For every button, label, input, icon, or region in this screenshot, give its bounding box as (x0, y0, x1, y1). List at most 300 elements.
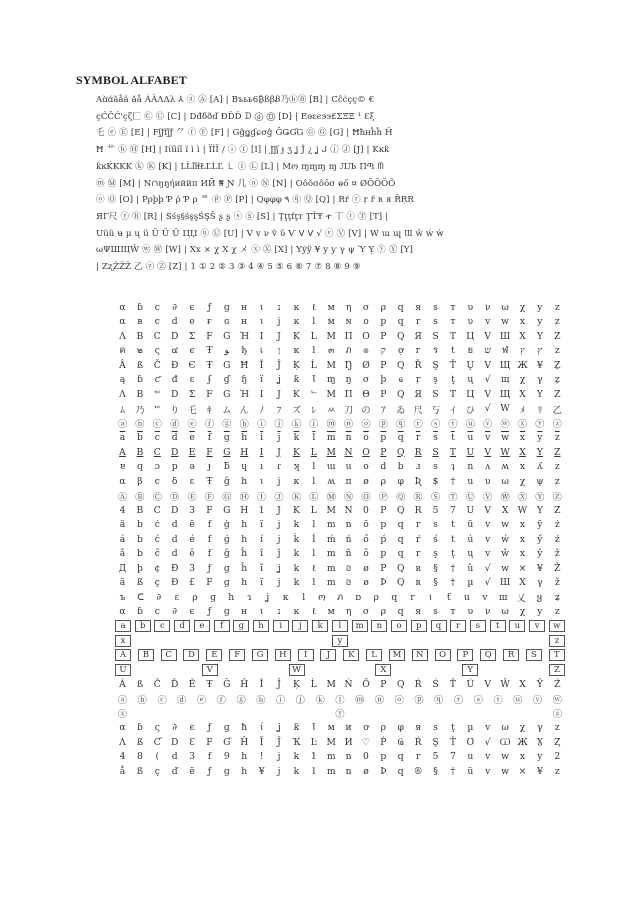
alphabet-glyph: ᑕ (137, 591, 144, 603)
alphabet-glyph: á (119, 533, 126, 545)
alphabet-glyph: H (275, 649, 291, 661)
alphabet-glyph: O (362, 330, 370, 342)
alphabet-glyph: w (549, 620, 565, 632)
alphabet-row (115, 663, 565, 678)
alphabet-glyph: ﾚ (311, 404, 317, 416)
alphabet-glyph: Ш (499, 577, 511, 589)
alphabet-glyph: ς (154, 345, 160, 357)
alphabet-glyph: ⓘ (276, 694, 286, 706)
alphabet-glyph: ρ (380, 722, 387, 734)
alphabet-glyph: p (171, 461, 178, 473)
alphabet-glyph: ⓧ (517, 419, 528, 431)
alphabet-glyph: ค (119, 345, 126, 357)
alphabet-glyph: l (312, 316, 316, 328)
alphabet-glyph: α (119, 722, 126, 734)
alphabet-row (115, 619, 565, 634)
alphabet-glyph: w (501, 751, 510, 763)
alphabet-glyph: r (415, 548, 421, 560)
alphabet-glyph: Q (396, 330, 405, 342)
alphabet-glyph: Σ (188, 330, 196, 342)
alphabet-glyph: j (277, 519, 281, 531)
alphabet-glyph: p (411, 620, 427, 632)
alphabet-row (115, 576, 565, 591)
alphabet-glyph: χ (519, 301, 526, 313)
alphabet-glyph: ⓠ (434, 694, 444, 706)
alphabet-glyph: Ⓟ (378, 491, 388, 503)
alphabet-row (115, 721, 565, 736)
alphabet-glyph: I (259, 446, 264, 458)
alphabet-glyph: Ɩ (311, 374, 316, 386)
alphabet-glyph: x (519, 751, 526, 763)
alphabet-glyph: ⓩ (552, 709, 563, 721)
alphabet-glyph: ₪ (345, 562, 352, 574)
alphabet-glyph: G (223, 330, 231, 342)
alphabet-glyph: Ɩ (311, 722, 316, 734)
alphabet-glyph: $\overline{f}$ (207, 432, 212, 444)
alphabet-glyph: ρ (192, 591, 198, 603)
alphabet-glyph: ⓨ (535, 419, 545, 431)
alphabet-glyph: ⓧ (117, 709, 128, 721)
alphabet-glyph: κ (282, 591, 289, 603)
alphabet-glyph: ẃ (501, 533, 510, 545)
alphabet-glyph: Ⓠ (396, 491, 406, 503)
alphabet-glyph: ﾶ (326, 404, 336, 416)
alphabet-glyph: ʄ (207, 374, 212, 386)
alphabet-glyph: J (277, 330, 281, 342)
alphabet-glyph: ϲ (154, 606, 160, 618)
alphabet-glyph: у (537, 606, 543, 618)
alphabet-glyph: 5 (432, 751, 439, 763)
alphabet-glyph: P (380, 388, 387, 400)
alphabet-glyph: ץ (520, 345, 525, 357)
alphabet-glyph: я (415, 606, 422, 618)
alphabet-glyph: $\overline{c}$ (154, 432, 160, 444)
alphabet-glyph: Q (396, 359, 405, 371)
alphabet-glyph: U (115, 664, 131, 676)
alphabet-row (115, 373, 565, 388)
paragraph-line: ƙĸḰKKK ⓚ Ⓚ [K] | LĹľŀłŁĽĹĽ ㇄ ⓛ Ⓛ [L] | Mო ɱɱɱ ɱ ЛЉ ΠՊ ᗰ (96, 161, 384, 172)
alphabet-glyph: ď (171, 765, 178, 777)
alphabet-glyph: z (554, 765, 560, 777)
alphabet-glyph: ɓ (136, 606, 143, 618)
alphabet-glyph: K (292, 330, 300, 342)
alphabet-glyph: K (292, 504, 300, 516)
alphabet-glyph: D (170, 446, 179, 458)
alphabet-glyph: r (415, 519, 421, 531)
alphabet-glyph: ã (119, 548, 126, 560)
alphabet-glyph: є (189, 345, 195, 357)
alphabet-glyph: v (485, 519, 491, 531)
alphabet-glyph: C (153, 330, 161, 342)
alphabet-glyph: ひ (465, 404, 475, 416)
alphabet-glyph: Z (554, 446, 561, 458)
alphabet-glyph: § (433, 562, 438, 574)
alphabet-glyph: B (136, 504, 144, 516)
alphabet-glyph: j (277, 751, 281, 763)
alphabet-glyph: d (171, 751, 178, 763)
alphabet-glyph: c (154, 620, 170, 632)
alphabet-glyph: Ŕ (414, 678, 422, 690)
alphabet-glyph: 0 (363, 504, 369, 516)
alphabet-glyph: ʝ (277, 562, 281, 574)
alphabet-glyph: ¥ (258, 765, 265, 777)
alphabet-glyph: ĝ (223, 475, 230, 487)
alphabet-glyph: z (549, 635, 565, 647)
alphabet-glyph: σ (362, 301, 370, 313)
alphabet-glyph: ⓐ (117, 694, 128, 706)
alphabet-glyph: ש (484, 345, 491, 357)
alphabet-glyph: đ (171, 374, 178, 386)
alphabet-glyph: Ķ (292, 678, 300, 690)
alphabet-glyph: ź (554, 533, 560, 545)
alphabet-glyph: ḱ (293, 533, 300, 545)
alphabet-glyph: Y (536, 388, 543, 400)
alphabet-glyph: ק (380, 345, 386, 357)
alphabet-glyph: e (194, 620, 210, 632)
alphabet-glyph: é (189, 533, 195, 545)
alphabet-glyph: υ (484, 475, 491, 487)
alphabet-glyph: A (115, 649, 131, 661)
alphabet-glyph: ς (154, 722, 160, 734)
alphabet-glyph: J (277, 446, 281, 458)
alphabet-glyph: W (289, 664, 305, 676)
alphabet-row (115, 764, 565, 779)
alphabet-glyph: 5 (432, 504, 439, 516)
alphabet-glyph: $\overline{q}$ (397, 432, 404, 444)
alphabet-glyph: k (312, 620, 328, 632)
alphabet-row (115, 445, 565, 460)
alphabet-glyph: ı (260, 461, 264, 473)
alphabet-glyph: T (449, 446, 456, 458)
alphabet-glyph: Z (554, 330, 561, 342)
alphabet-glyph: ĺ (312, 533, 316, 545)
alphabet-glyph: ş (433, 374, 438, 386)
alphabet-glyph: Ķ (292, 359, 300, 371)
alphabet-glyph: S (432, 446, 439, 458)
alphabet-glyph: ƒ (207, 562, 212, 574)
alphabet-glyph: Ⓨ (535, 491, 545, 503)
alphabet-glyph: ţ (451, 548, 455, 560)
alphabet-glyph: ɟ (208, 461, 211, 473)
alphabet-glyph: X (519, 388, 526, 400)
alphabet-glyph: h (241, 577, 248, 589)
alphabet-glyph: м (327, 722, 335, 734)
alphabet-glyph: î (260, 548, 264, 560)
alphabet-glyph: ĸ (293, 301, 300, 313)
alphabet-glyph: Я (414, 330, 422, 342)
alphabet-glyph: ӳ (537, 533, 543, 545)
alphabet-glyph: ⓓ (177, 694, 187, 706)
alphabet-glyph: ｱ (381, 404, 386, 416)
alphabet-glyph: j (277, 765, 281, 777)
paragraph-line: Uũü ʉ μ ų ü Ū Ü Ŭ ЦЏ ⓤ Ⓤ [U] | V v ν ṽ ῦ Ѵ ᐯ ᐯ √ ⓥ Ⓥ [V] | W ɯ ɰ Ɯ ŵ ẃ ẁ (96, 228, 444, 239)
alphabet-glyph: n (371, 620, 387, 632)
alphabet-glyph: q (397, 301, 404, 313)
alphabet-glyph: ץ (537, 345, 543, 357)
alphabet-glyph: ß (136, 359, 143, 371)
alphabet-glyph: ภ (345, 345, 352, 357)
alphabet-glyph: Ř (414, 359, 422, 371)
alphabet-glyph: η (345, 301, 352, 313)
alphabet-glyph: ო (318, 591, 326, 603)
alphabet-row (115, 503, 565, 518)
alphabet-glyph: Ŷ (536, 678, 543, 690)
alphabet-glyph: D (170, 504, 179, 516)
alphabet-row (115, 402, 565, 417)
alphabet-glyph: เ (260, 345, 264, 357)
alphabet-glyph: u (463, 591, 470, 603)
alphabet-glyph: 乙 (552, 404, 562, 416)
alphabet-glyph: p (380, 316, 387, 328)
alphabet-glyph: † (450, 765, 456, 777)
alphabet-glyph: z (554, 316, 560, 328)
alphabet-glyph: ђ (241, 345, 248, 357)
alphabet-glyph: Ŕ (414, 736, 422, 748)
alphabet-glyph: ɥ (241, 461, 248, 473)
alphabet-glyph: ʎ (537, 461, 543, 473)
alphabet-glyph: Ή (239, 330, 249, 342)
alphabet-row (115, 735, 565, 750)
alphabet-glyph: M (326, 736, 336, 748)
alphabet-glyph: Ɛ (189, 736, 195, 748)
alphabet-glyph: ĉ (154, 548, 160, 560)
alphabet-glyph: þ (380, 374, 387, 386)
alphabet-glyph: 8 (136, 751, 143, 763)
alphabet-glyph: t (451, 519, 455, 531)
alphabet-glyph: L (310, 446, 317, 458)
alphabet-glyph: н (241, 316, 248, 328)
alphabet-glyph: $\overline{n}$ (345, 432, 352, 444)
alphabet-glyph: W (500, 446, 510, 458)
symbol-paragraph (96, 92, 566, 276)
alphabet-glyph: q (397, 533, 404, 545)
alphabet-glyph: ∂ (156, 591, 162, 603)
alphabet-glyph: Λ (119, 330, 126, 342)
alphabet-glyph: ẕ (554, 374, 560, 386)
alphabet-glyph: ɔ (154, 461, 160, 473)
alphabet-glyph: ß (136, 736, 143, 748)
alphabet-glyph: ⓚ (315, 694, 325, 706)
alphabet-glyph: м (327, 606, 335, 618)
alphabet-glyph: ⓜ (355, 694, 365, 706)
alphabet-glyph: ⓤ (513, 694, 523, 706)
alphabet-glyph: q (397, 751, 404, 763)
alphabet-glyph: m (326, 548, 336, 560)
alphabet-glyph: Ⓕ (204, 491, 215, 503)
alphabet-glyph: § (433, 765, 438, 777)
alphabet-glyph: H (240, 446, 249, 458)
alphabet-glyph: l (312, 548, 316, 560)
alphabet-glyph: ø (363, 475, 369, 487)
alphabet-glyph: ɢ (224, 316, 230, 328)
alphabet-glyph: ร (433, 345, 438, 357)
alphabet-glyph: F (229, 649, 245, 661)
alphabet-glyph: l (332, 620, 348, 632)
alphabet-glyph: E (188, 446, 196, 458)
alphabet-glyph: g (223, 562, 230, 574)
alphabet-glyph: я (415, 301, 422, 313)
alphabet-row (115, 750, 565, 765)
alphabet-glyph: ɓ (136, 722, 143, 734)
alphabet-glyph: V (484, 504, 492, 516)
alphabet-glyph: k (293, 765, 300, 777)
alphabet-glyph: Σ (188, 388, 196, 400)
alphabet-glyph: 7 (449, 504, 456, 516)
alphabet-glyph: ⓩ (552, 419, 562, 431)
alphabet-glyph: Č (153, 678, 161, 690)
alphabet-glyph: F (206, 446, 213, 458)
alphabet-glyph: Ⓥ (483, 491, 493, 503)
alphabet-glyph: ¢ (154, 562, 161, 574)
alphabet-glyph: ⓣ (493, 694, 503, 706)
alphabet-glyph: Ц (466, 388, 475, 400)
alphabet-glyph: Θ (362, 388, 370, 400)
alphabet-glyph: ơ (363, 722, 369, 734)
alphabet-glyph: 1 (258, 504, 265, 516)
alphabet-glyph: G (223, 388, 231, 400)
alphabet-glyph: v (485, 765, 491, 777)
alphabet-glyph: ν (484, 606, 491, 618)
alphabet-glyph: ⓢ (430, 419, 441, 431)
alphabet-glyph: ô (363, 548, 369, 560)
alphabet-glyph: 9 (223, 751, 230, 763)
alphabet-glyph: Ⓓ (170, 491, 180, 503)
alphabet-glyph: K (343, 649, 359, 661)
alphabet-glyph: Ŧ (206, 345, 213, 357)
alphabet-glyph: ⓣ (448, 419, 458, 431)
alphabet-glyph: ⓕ (216, 694, 226, 706)
alphabet-glyph: ɱ (326, 374, 336, 386)
alphabet-glyph: s (470, 620, 486, 632)
alphabet-glyph: ø (363, 765, 369, 777)
alphabet-glyph: ғ (207, 316, 212, 328)
alphabet-glyph: Ⓚ (291, 491, 301, 503)
alphabet-glyph: e (189, 316, 195, 328)
alphabet-row (115, 460, 565, 475)
alphabet-glyph: M (389, 649, 405, 661)
alphabet-glyph: Р (380, 359, 387, 371)
alphabet-glyph: ü (467, 519, 474, 531)
alphabet-glyph: v (482, 591, 488, 603)
alphabet-glyph: ∂ (172, 301, 178, 313)
alphabet-glyph: ÿ (537, 519, 543, 531)
alphabet-glyph: $\overline{l}$ (312, 432, 316, 444)
alphabet-glyph: υ (467, 606, 474, 618)
alphabet-glyph: ġ (223, 519, 230, 531)
alphabet-glyph: ย (467, 345, 473, 357)
alphabet-glyph: q (431, 620, 447, 632)
alphabet-glyph: ᄃ (152, 390, 162, 402)
alphabet-glyph: ɒ (355, 591, 362, 603)
alphabet-glyph: h (253, 620, 269, 632)
alphabet-glyph: υ (467, 301, 474, 313)
alphabet-glyph: Þ (380, 577, 387, 589)
alphabet-glyph: ß (136, 678, 143, 690)
alphabet-glyph: ⓠ (396, 419, 406, 431)
alphabet-glyph: ¥ (536, 765, 543, 777)
alphabet-glyph: Ų (466, 359, 475, 371)
alphabet-glyph: ⓙ (295, 694, 305, 706)
alphabet-glyph: X (519, 577, 526, 589)
alphabet-glyph: L (310, 504, 317, 516)
alphabet-row (115, 590, 565, 605)
alphabet-glyph: ѕ (433, 301, 438, 313)
alphabet-glyph: Ŧ (206, 678, 213, 690)
document-title: SYMBOL ALFABET (76, 73, 187, 87)
alphabet-glyph: √ (484, 577, 491, 589)
alphabet-glyph: u (467, 751, 474, 763)
alphabet-glyph: H (240, 504, 249, 516)
alphabet-glyph: v (485, 548, 491, 560)
alphabet-glyph: ž (554, 548, 560, 560)
alphabet-glyph: ɯ (326, 461, 336, 473)
alphabet-glyph: Ĵ (277, 736, 281, 748)
alphabet-glyph: b (136, 533, 143, 545)
alphabet-glyph: Ī (259, 736, 264, 748)
alphabet-glyph: в (137, 316, 143, 328)
alphabet-glyph: M (326, 388, 336, 400)
alphabet-glyph: P (380, 446, 387, 458)
alphabet-glyph: ʀ (415, 562, 421, 574)
alphabet-glyph: η (345, 606, 352, 618)
alphabet-glyph: u (509, 620, 525, 632)
alphabet-glyph: ʍ (327, 475, 336, 487)
alphabet-glyph: j (292, 620, 308, 632)
alphabet-glyph: X (501, 504, 509, 516)
alphabet-glyph: A (119, 446, 126, 458)
alphabet-glyph: Ť (449, 736, 456, 748)
alphabet-glyph: r (410, 591, 415, 603)
alphabet-glyph: Ĺ (310, 678, 317, 690)
alphabet-glyph: ż (554, 519, 560, 531)
alphabet-glyph: ⓙ (274, 419, 284, 431)
alphabet-glyph: Q (396, 504, 405, 516)
alphabet-glyph: h (241, 533, 248, 545)
alphabet-glyph: E (206, 649, 222, 661)
alphabet-glyph: z (554, 301, 560, 313)
alphabet-glyph: Ŀ (310, 736, 317, 748)
alphabet-glyph: ⓒ (152, 419, 162, 431)
alphabet-glyph: γ (537, 722, 543, 734)
alphabet-glyph: ƙ (293, 722, 300, 734)
alphabet-glyph: ʝ (277, 374, 281, 386)
alphabet-glyph: N (344, 446, 353, 458)
alphabet-glyph: N (344, 504, 353, 516)
alphabet-glyph: Ď (170, 678, 179, 690)
alphabet-glyph: O (362, 446, 370, 458)
alphabet-glyph: Þ (380, 765, 387, 777)
alphabet-glyph: 3 (189, 562, 195, 574)
alphabet-glyph: l (312, 475, 316, 487)
alphabet-glyph: f (207, 519, 212, 531)
alphabet-glyph: Z (549, 664, 565, 676)
alphabet-glyph: у (537, 301, 543, 313)
alphabet-glyph: ι (259, 606, 264, 618)
alphabet-glyph: Ⓑ (135, 491, 145, 503)
alphabet-glyph: h (228, 591, 235, 603)
alphabet-glyph: c (154, 475, 160, 487)
alphabet-glyph: £ (189, 577, 195, 589)
alphabet-glyph: p (380, 751, 387, 763)
alphabet-glyph: Ɠ (223, 736, 231, 748)
alphabet-glyph: $\overline{a}$ (119, 432, 126, 444)
alphabet-glyph: ĸ (293, 316, 300, 328)
alphabet-glyph: a (115, 620, 131, 632)
alphabet-glyph: ズ (291, 404, 301, 416)
alphabet-glyph: Ĺ (310, 359, 317, 371)
alphabet-glyph: k (293, 577, 300, 589)
alphabet-glyph: r (415, 316, 421, 328)
